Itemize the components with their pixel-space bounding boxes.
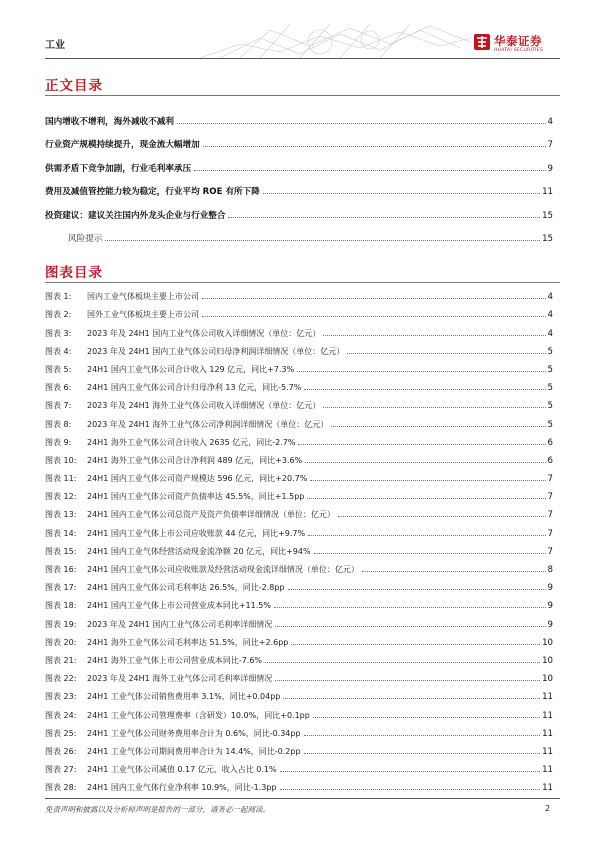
figure-page: 5 [547, 346, 553, 357]
figure-number: 图表 4: [45, 346, 72, 356]
figure-caption: 24H1 海外工业气体公司毛利率达 51.5%，同比+2.6pp [87, 637, 289, 647]
figure-caption: 24H1 海外工业气体上市公司营业成本同比-7.6% [87, 655, 263, 665]
dot-leader [105, 239, 540, 241]
dot-leader [228, 216, 540, 218]
figure-number: 图表 7: [45, 401, 72, 411]
figure-caption: 2023 年及 24H1 国内工业气体公司归母净利润详细情况（单位：亿元） [87, 346, 345, 356]
dot-leader [203, 145, 546, 147]
logo-chinese-name: 华泰证券 [494, 34, 542, 48]
dot-leader [297, 370, 545, 372]
figure-page: 7 [547, 546, 553, 557]
toc-entry-text: 国内增收不增利，海外减收不减利 [45, 116, 174, 127]
figure-entry[interactable] [45, 375, 553, 393]
figure-caption: 2023 年及 24H1 国内工业气体公司毛利率详细情况 [87, 619, 273, 629]
toc-entry-page: 4 [547, 116, 553, 127]
dot-leader [314, 552, 546, 554]
figure-number: 图表 12: [45, 492, 77, 502]
toc-entry[interactable] [45, 174, 553, 198]
huatai-logo [474, 32, 564, 58]
figure-number: 图表 19: [45, 619, 77, 629]
figure-caption: 24H1 工业气体公司销售费用率 3.1%，同比+0.04pp [87, 692, 281, 702]
figure-page: 5 [547, 419, 553, 430]
figure-caption: 24H1 国内工业气体公司总资产及资产负债率详细情况（单位：亿元） [87, 510, 335, 520]
figure-entry[interactable] [45, 666, 553, 684]
figure-entry[interactable] [45, 448, 553, 466]
figure-entry[interactable] [45, 284, 553, 302]
figure-page: 7 [547, 510, 553, 521]
figure-page: 11 [542, 783, 553, 794]
dot-leader [291, 643, 540, 645]
figure-number: 图表 6: [45, 383, 72, 393]
figure-caption: 2023 年及 24H1 海外工业气体公司毛利率详细情况 [87, 674, 273, 684]
figure-number: 图表 20: [45, 637, 77, 647]
figure-number: 图表 13: [45, 510, 77, 520]
toc-entry-text: 行业资产规模持续提升，现金流大幅增加 [45, 140, 200, 150]
figure-number: 图表 11: [45, 474, 77, 484]
figure-number: 图表 1: [45, 292, 72, 302]
figure-page: 9 [547, 583, 553, 594]
figure-number: 图表 27: [45, 765, 77, 775]
dot-leader [323, 334, 545, 336]
figure-page: 7 [547, 474, 553, 485]
dot-leader [304, 734, 541, 736]
figure-caption: 24H1 工业气体公司管理费率（含研发）10.0%，同比+0.1pp [87, 710, 310, 720]
figure-entry[interactable] [45, 702, 553, 720]
toc-entry-text: 投资建议：建议关注国内外龙头企业与行业整合 [45, 210, 226, 221]
dot-leader [307, 497, 545, 499]
figure-entry[interactable] [45, 721, 553, 739]
figure-entry[interactable] [45, 739, 553, 757]
contents-divider [45, 95, 560, 96]
dot-leader [202, 315, 546, 317]
dot-leader [265, 661, 540, 663]
figure-number: 图表 15: [45, 546, 77, 556]
dot-leader [338, 515, 546, 517]
figure-caption: 24H1 国内工业气体行业净利率 10.9%，同比-1.3pp [87, 783, 277, 793]
figures-divider [45, 282, 560, 283]
figure-caption: 24H1 国内工业气体公司合计收入 129 亿元，同比+7.3% [87, 364, 295, 374]
figure-entry[interactable] [45, 411, 553, 429]
dot-leader [313, 716, 540, 718]
figure-number: 图表 10: [45, 455, 77, 465]
list-of-figures [45, 284, 553, 793]
figure-number: 图表 25: [45, 728, 77, 738]
dot-leader [305, 461, 545, 463]
figure-entry[interactable] [45, 684, 553, 702]
dot-leader [323, 406, 545, 408]
toc-entry-page: 7 [547, 140, 553, 150]
figure-caption: 24H1 国内工业气体经营活动现金流净额 20 亿元，同比+94% [87, 546, 311, 556]
toc-entry[interactable] [45, 221, 553, 245]
figure-page: 4 [547, 310, 553, 321]
figure-entry[interactable] [45, 484, 553, 502]
figure-entry[interactable] [45, 339, 553, 357]
figure-page: 9 [547, 619, 553, 630]
toc-entry-text: 供需矛盾下竞争加剧，行业毛利率承压 [45, 163, 192, 174]
logo-english-name: HUATAI SECURITIES [494, 48, 544, 53]
figure-entry[interactable] [45, 357, 553, 375]
figure-caption: 24H1 国内工业气体上市公司应收账款 44 亿元，同比+9.7% [87, 528, 306, 538]
figure-caption: 24H1 海外工业气体公司合计收入 2635 亿元，同比-2.7% [87, 437, 296, 447]
toc-entry-text: 风险提示 [68, 234, 103, 244]
dot-leader [194, 169, 545, 171]
figure-caption: 24H1 国内工业气体公司资产负债率达 45.5%，同比+1.5pp [87, 492, 305, 502]
figure-page: 11 [542, 710, 553, 721]
figure-number: 图表 2: [45, 310, 72, 320]
toc-entry[interactable] [45, 127, 553, 151]
figure-entry[interactable] [45, 320, 553, 338]
figure-caption: 24H1 国内工业气体公司应收账款及经营活动现金流详细情况（单位：亿元） [87, 565, 359, 574]
dot-leader [280, 770, 540, 772]
figure-entry[interactable] [45, 757, 553, 775]
dot-leader [288, 588, 546, 590]
table-of-contents [45, 103, 553, 244]
figures-title: 图表目录 [45, 265, 103, 281]
toc-entry-page: 9 [547, 163, 553, 174]
figure-number: 图表 21: [45, 655, 77, 665]
figure-caption: 24H1 国内工业气体上市公司营业成本同比+11.5% [87, 601, 271, 611]
figure-number: 图表 18: [45, 601, 77, 611]
toc-entry-page: 11 [542, 187, 553, 197]
dot-leader [274, 606, 546, 608]
figure-page: 10 [542, 637, 553, 648]
figure-caption: 24H1 工业气体公司期间费用率合计为 14.4%，同比-0.2pp [87, 746, 301, 756]
disclaimer-text: 免责声明和披露以及分析师声明是报告的一部分，请务必一起阅读。 [45, 805, 270, 814]
figure-page: 6 [547, 437, 553, 448]
figure-number: 图表 28: [45, 783, 77, 793]
dot-leader [280, 788, 541, 790]
figure-page: 7 [547, 492, 553, 503]
dot-leader [331, 425, 545, 427]
figure-number: 图表 14: [45, 528, 77, 538]
figure-caption: 国内工业气体板块主要上市公司 [87, 292, 199, 302]
figure-entry[interactable] [45, 520, 553, 538]
figure-number: 图表 17: [45, 583, 77, 593]
header-decoration-graphic [200, 24, 470, 58]
toc-entry[interactable] [45, 150, 553, 174]
figure-page: 10 [542, 655, 553, 666]
figure-entry[interactable] [45, 430, 553, 448]
figure-entry[interactable] [45, 539, 553, 557]
figure-number: 图表 9: [45, 437, 72, 447]
dot-leader [177, 122, 546, 124]
dot-leader [362, 570, 546, 572]
figure-page: 9 [547, 601, 553, 612]
dot-leader [304, 752, 541, 754]
figure-entry[interactable] [45, 466, 553, 484]
dot-leader [275, 625, 545, 627]
figure-caption: 国外工业气体板块主要上市公司 [87, 310, 199, 320]
figure-page: 11 [542, 728, 553, 739]
page-number: 2 [545, 804, 551, 813]
toc-entry[interactable] [45, 197, 553, 221]
toc-entry-text: 费用及减值管控能力较为稳定，行业平均 ROE 有所下降 [45, 187, 260, 197]
dot-leader [298, 443, 545, 445]
figure-number: 图表 24: [45, 710, 77, 720]
figure-number: 图表 16: [45, 565, 77, 574]
figure-page: 7 [547, 528, 553, 539]
figure-entry[interactable] [45, 393, 553, 411]
contents-title: 正文目录 [45, 78, 103, 94]
figure-page: 8 [547, 565, 553, 575]
footer-divider [45, 798, 560, 799]
figure-entry[interactable] [45, 593, 553, 611]
dot-leader [347, 352, 545, 354]
figure-entry[interactable] [45, 775, 553, 793]
figure-caption: 2023 年及 24H1 海外工业气体公司净利润详细情况（单位：亿元） [87, 419, 329, 429]
figure-number: 图表 5: [45, 364, 72, 374]
figure-page: 4 [547, 292, 553, 303]
figure-page: 10 [542, 674, 553, 685]
dot-leader [304, 388, 545, 390]
figure-page: 5 [547, 401, 553, 412]
figure-entry[interactable] [45, 611, 553, 629]
header-divider [45, 58, 560, 59]
dot-leader [310, 479, 545, 481]
figure-page: 11 [542, 692, 553, 703]
figure-caption: 24H1 海外工业气体公司合计净利润 489 亿元，同比+3.6% [87, 455, 303, 465]
figure-entry[interactable] [45, 648, 553, 666]
figure-number: 图表 22: [45, 674, 77, 684]
figure-entry[interactable] [45, 630, 553, 648]
figure-page: 5 [547, 364, 553, 375]
dot-leader [308, 534, 545, 536]
figure-caption: 24H1 国内工业气体公司合计归母净利 13 亿元，同比-5.7% [87, 383, 302, 393]
figure-number: 图表 3: [45, 328, 72, 338]
figure-caption: 24H1 国内工业气体公司毛利率达 26.5%，同比-2.8pp [87, 583, 285, 593]
dot-leader [283, 697, 540, 699]
figure-entry[interactable] [45, 302, 553, 320]
figure-caption: 2023 年及 24H1 国内工业气体公司收入详细情况（单位：亿元） [87, 328, 321, 338]
logo-mark-icon [474, 34, 490, 50]
figure-page: 5 [547, 383, 553, 394]
figure-page: 4 [547, 328, 553, 339]
figure-page: 11 [542, 746, 553, 757]
figure-entry[interactable] [45, 557, 553, 575]
dot-leader [263, 192, 540, 194]
figure-number: 图表 8: [45, 419, 72, 429]
figure-caption: 24H1 国内工业气体公司资产规模达 596 亿元，同比+20.7% [87, 474, 308, 484]
figure-entry[interactable] [45, 502, 553, 520]
figure-page: 6 [547, 455, 553, 466]
industry-label: 工业 [45, 40, 65, 51]
figure-caption: 24H1 工业气体公司财务费用率合计为 0.6%，同比-0.34pp [87, 728, 301, 738]
toc-entry-page: 15 [542, 210, 553, 221]
toc-entry-page: 15 [542, 234, 553, 244]
dot-leader [275, 679, 540, 681]
figure-number: 图表 26: [45, 746, 77, 756]
figure-caption: 2023 年及 24H1 海外工业气体公司收入详细情况（单位：亿元） [87, 401, 321, 411]
page-header [0, 0, 595, 62]
toc-entry[interactable] [45, 103, 553, 127]
figure-page: 11 [542, 765, 553, 776]
figure-number: 图表 23: [45, 692, 77, 702]
dot-leader [202, 297, 546, 299]
figure-caption: 24H1 工业气体公司减值 0.17 亿元，收入占比 0.1% [87, 765, 277, 775]
figure-entry[interactable] [45, 575, 553, 593]
